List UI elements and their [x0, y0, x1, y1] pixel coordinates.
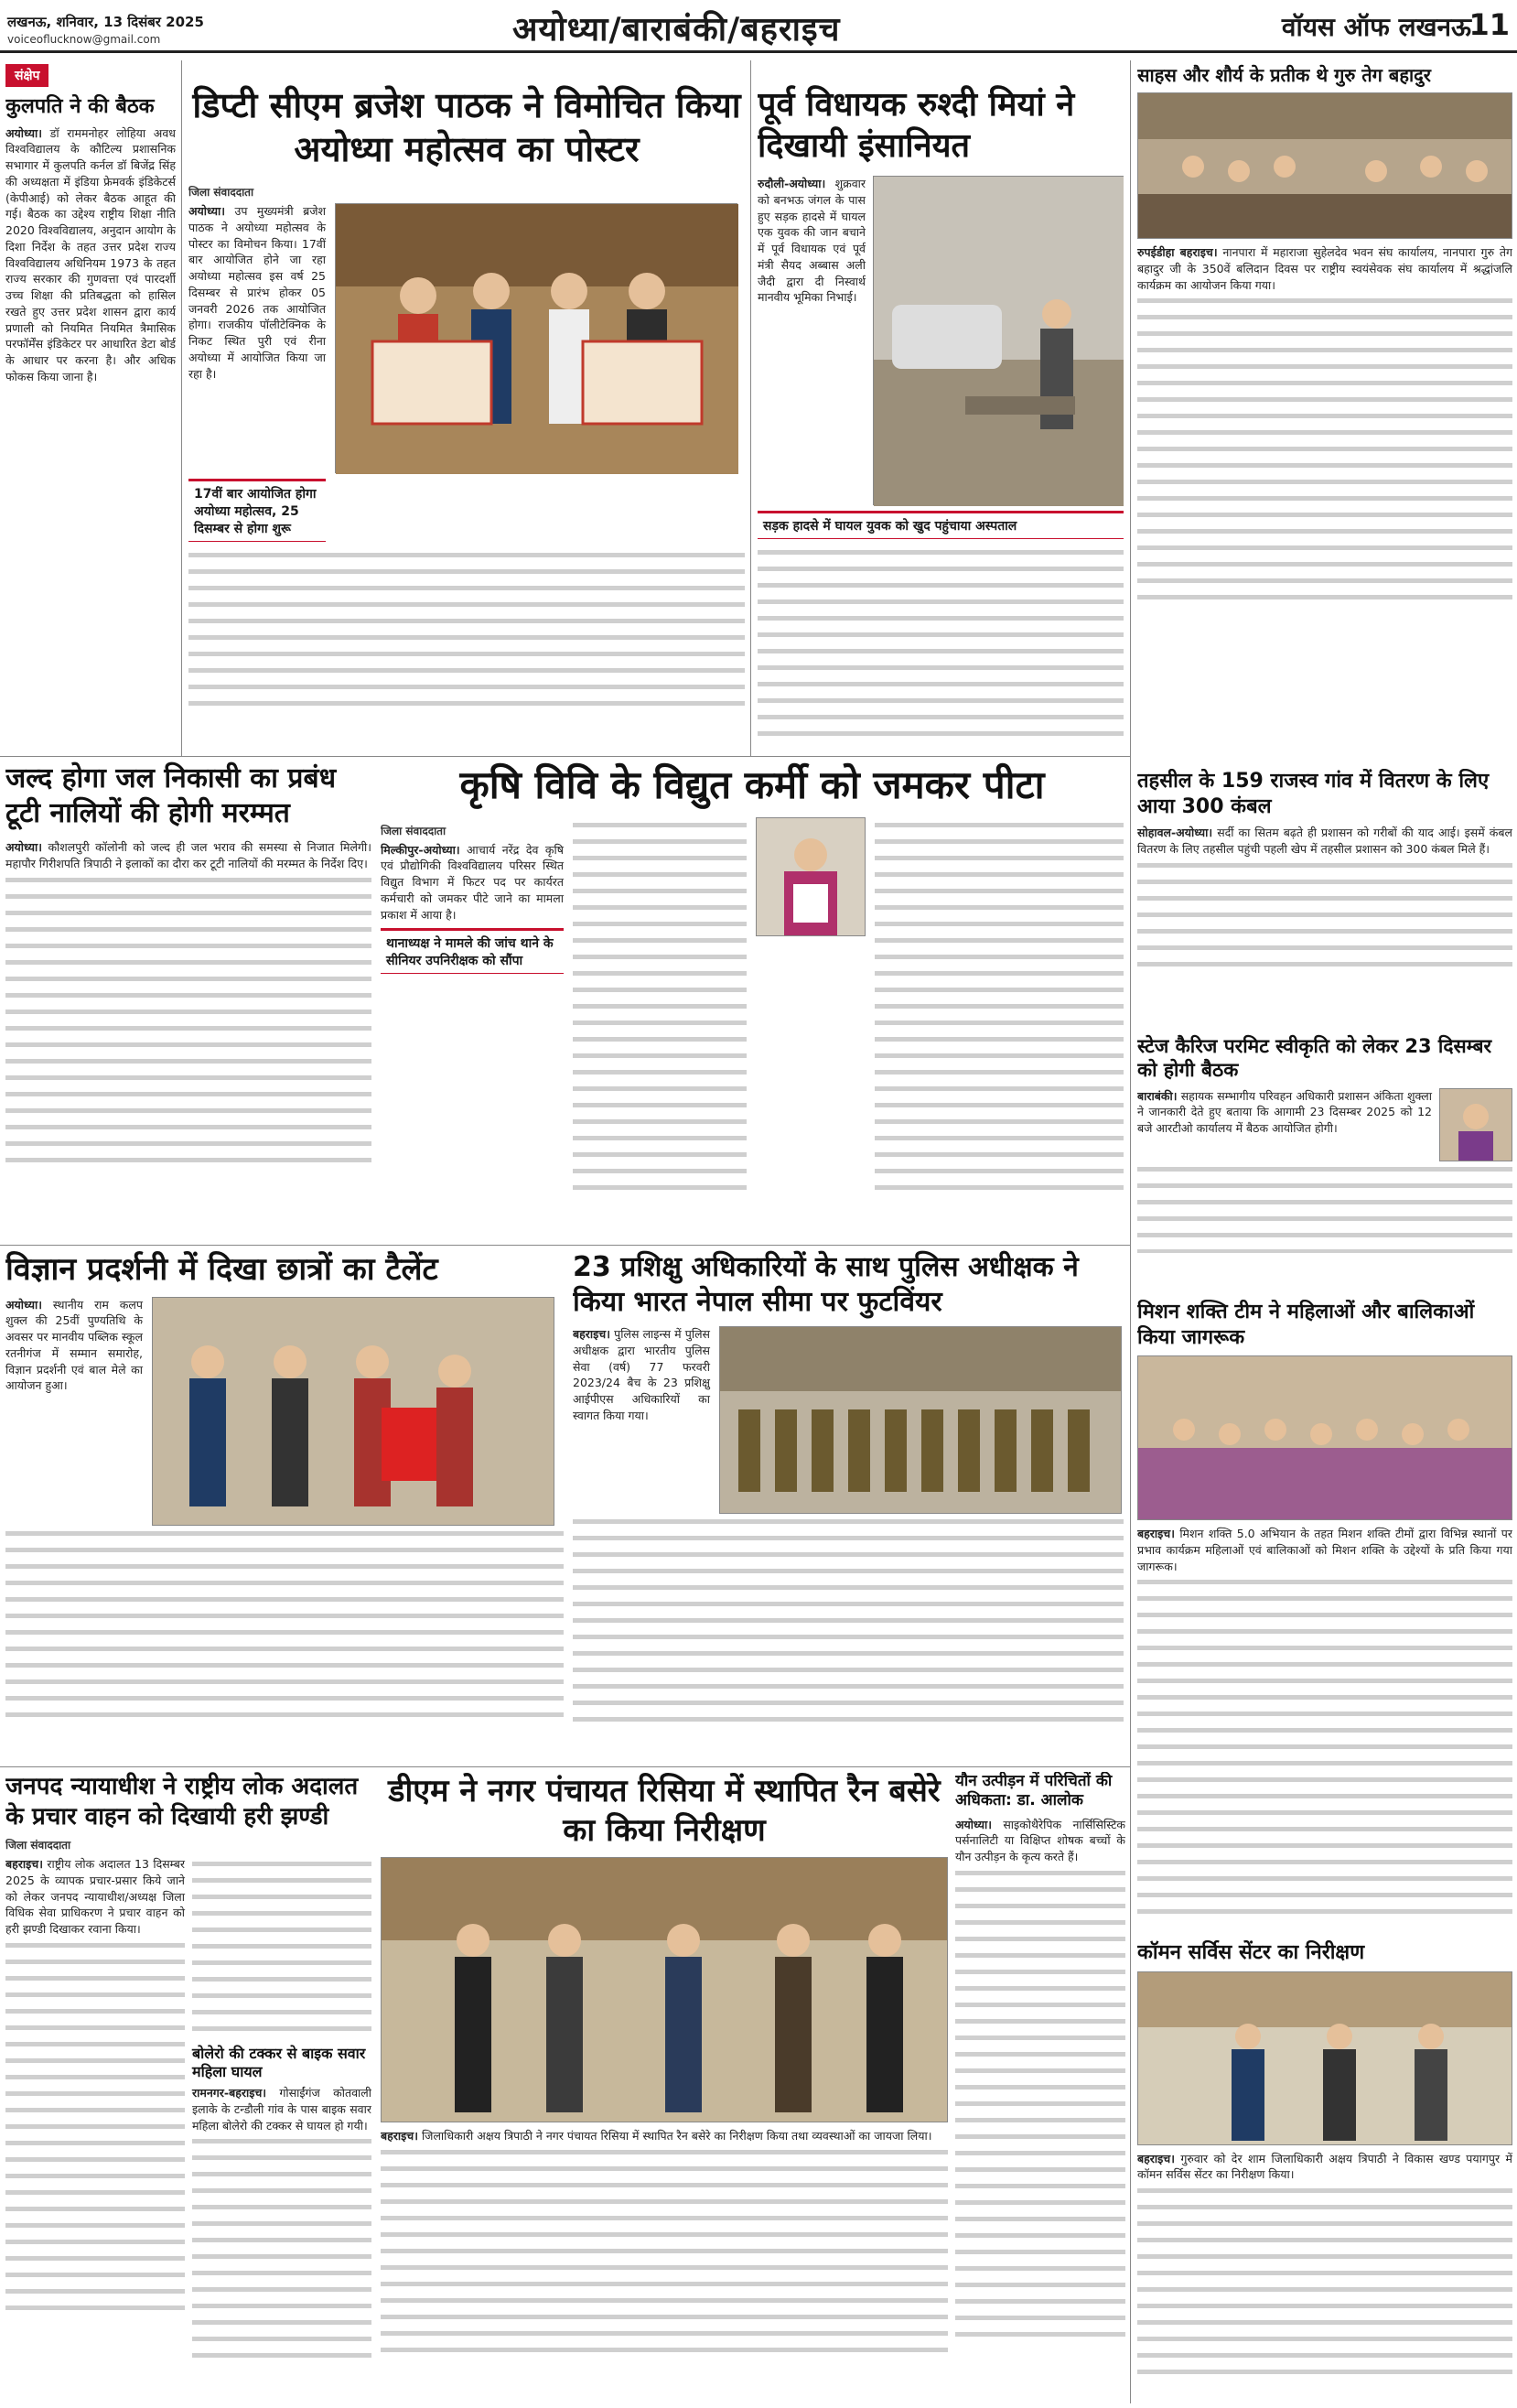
story-body-continued [955, 1865, 1125, 2341]
mission-photo [1137, 1355, 1512, 1520]
story-body: अयोध्या। स्थानीय राम कलप शुक्ल की 25वीं पुण्यतिथि के अवसर पर मानवीय पब्लिक स्कूल रतनीगंज में सम्मान समारोह, विज्ञान प्रदर्शनी एवं बाल मेले का आयोजन हुआ। [5, 1297, 143, 1393]
story-body: रुपईडीहा बहराइच। नानपारा में महाराजा सुहेलदेव भवन संघ कार्यालय, नानपारा गुरु तेग बहादुर जी के 350वें बलिदान दिवस पर राष्ट्रीय स्वयंसेवक संघ कार्यालय में श्रद्धांजलि कार्यक्रम का आयोजन किया गया। [1137, 245, 1512, 292]
story-headline: जनपद न्यायाधीश ने राष्ट्रीय लोक अदालत के प्रचार वाहन को दिखायी हरी झण्डी [5, 1773, 359, 1830]
story-callout: सड़क हादसे में घायल युवक को खुद पहुंचाया अस्पताल [758, 511, 1124, 539]
section-rule [0, 1245, 1130, 1246]
story-headline: यौन उत्पीड़न में परिचितों की अधिकता: डा. आलोक [955, 1772, 1113, 1810]
column-rule [181, 60, 182, 756]
story-body-continued [573, 1514, 1124, 1733]
parade-photo [720, 1327, 1121, 1513]
story-guru-teg-bahadur [1137, 64, 1512, 760]
story-headline: डिप्टी सीएम ब्रजेश पाठक ने विमोचित किया अयोध्या महोत्सव का पोस्टर [192, 85, 741, 169]
story-headline: डीएम ने नगर पंचायत रिसिया में स्थापित रैन बसेरे का किया निरीक्षण [388, 1773, 941, 1849]
story-body-continued [1137, 1574, 1512, 1922]
story-body-continued [875, 817, 1124, 1202]
section-rule [0, 756, 1130, 757]
police-photo [719, 1326, 1122, 1514]
contact-email: voiceoflucknow@gmail.com [7, 33, 161, 46]
story-mission-shakti [1137, 1300, 1512, 1931]
story-body-continued [5, 872, 371, 1174]
column-rule [1130, 60, 1131, 2403]
story-police [573, 1250, 1124, 1763]
story-rain-basera [381, 1772, 948, 2403]
story-common-service [1137, 1940, 1512, 2403]
story-yaun [955, 1772, 1125, 2403]
story-body-continued [573, 817, 747, 1202]
vigyan-photo [152, 1297, 554, 1526]
exhibition-photo [153, 1298, 554, 1525]
byline: जिला संवाददाता [188, 186, 254, 199]
story-callout: 17वीं बार आयोजित होगा अयोध्या महोत्सव, 25 दिसम्बर से होगा शुरू [188, 479, 326, 542]
story-body-continued [5, 1938, 185, 2322]
story-body-continued [758, 545, 1124, 737]
inspection-photo [1138, 1972, 1512, 2144]
story-rushdi [758, 84, 1124, 752]
story-body: मिल्कीपुर-अयोध्या। आचार्य नरेंद्र देव कृषि एवं प्रौद्योगिकी विश्वविद्यालय परिसर स्थित विद्युत विभाग में फिटर पद पर कार्यरत कर्मचारी को जमकर पीटे जाने का मामला प्रकाश में आया है। [381, 842, 564, 922]
story-body-continued [5, 1526, 564, 1718]
story-body-continued [381, 2144, 948, 2355]
story-jal-nikasi [5, 761, 371, 1237]
story-body: सोहावल-अयोध्या। सर्दी का सितम बढ़ते ही प्रशासन को गरीबों की याद आई। इसमें कंबल वितरण के लिए तहसील पहुंची पहली खेप में तहसील प्रशासन को 300 कंबल मिले हैं। [1137, 826, 1512, 856]
poster-release-photo [336, 204, 738, 474]
story-headline: जल्द होगा जल निकासी का प्रबंध टूटी नालियों की होगी मरम्मत [5, 762, 337, 829]
brief-headline: कुलपति ने की बैठक [5, 95, 155, 118]
section-title: अयोध्या/बाराबंकी/बहराइच [512, 11, 841, 49]
sub-story-headline: बोलेरो की टक्कर से बाइक सवार महिला घायल [192, 2045, 366, 2080]
story-body: बहराइच। राष्ट्रीय लोक अदालत 13 दिसम्बर 2025 के व्यापक प्रचार-प्रसार किये जाने को लेकर जनपद न्यायाधीश/अध्यक्ष जिला विधिक सेवा प्राधिकरण ने प्रचार वाहन को हरी झण्डी दिखाकर रवाना किया। [5, 1857, 185, 1936]
roadside-photo [874, 177, 1124, 506]
story-body-continued [188, 547, 745, 712]
story-body: अयोध्या। कौशलपुरी कॉलोनी को जल्द ही जल भराव की समस्या से निजात मिलेगी। महापौर गिरीशपति त्रिपाठी ने इलाकों का दौरा कर टूटी नालियों की मरम्मत के निर्देश दिए। [5, 840, 371, 870]
sub-story-continued [192, 2133, 371, 2362]
story-body-continued [1137, 1161, 1512, 1253]
byline: जिला संवाददाता [381, 824, 446, 837]
story-body: बहराइच। मिशन शक्ति 5.0 अभियान के तहत मिशन शक्ति टीमों द्वारा विभिन्न स्थानों पर प्रभाव कार्यक्रम महिलाओं एवं बालिकाओं को मिशन शक्ति के उद्देश्यों के प्रति किया गया जागरूक। [1137, 1527, 1512, 1573]
story-headline: कॉमन सर्विस सेंटर का निरीक्षण [1137, 1941, 1365, 1964]
officer-portrait [1440, 1089, 1512, 1161]
complainant-photo [757, 818, 865, 935]
story-vigyan [5, 1250, 564, 1763]
story-body-continued [192, 1856, 371, 2039]
brief-body: अयोध्या। डॉ राममनोहर लोहिया अवध विश्वविद्यालय के कौटिल्य प्रशासनिक सभागार में कुलपति कर्नल डॉ बिजेंद्र सिंह की अध्यक्षता में इंडिया फ्रेमवर्क इंडिकेटर्स (केपीआई) को लेकर बैठक आहूत की गई। बैठक का उद्देश्य राष्ट्रीय शिक्षा नीति 2020 विश्वविद्यालय, अनुदान आयोग के दिशा निर्देश के तहत उत्तर प्रदेश राज्य विश्वविद्यालय अधिनियम 1973 के तहत राज्य सरकार की गुणवत्ता एवं पारदर्शी उच्च शिक्षा की प्रतिबद्धता को हासिल रखते हुए उत्तर प्रदेश शासन द्वारा कार्य प्रणाली को नियमित नियमित त्रैमासिक परफॉर्मेंस इंडिकेटर पर आधारित डेटा बोर्ड के आधार पर करना है। और अधिक फोकस किया जाना है। [5, 125, 176, 383]
rain-basera-photo [381, 1857, 948, 2122]
victim-photo [756, 817, 866, 936]
gathering-photo [1138, 93, 1512, 238]
story-body: बहराइच। पुलिस लाइन्स में पुलिस अधीक्षक द्वारा भारतीय पुलिस सेवा (वर्ष) 77 फरवरी 2023/24 बैच के 23 प्रशिक्षु आईपीएस अधिकारियों का स्वागत किया गया। [573, 1327, 710, 1422]
story-headline: कृषि विवि के विद्युत कर्मी को जमकर पीटा [459, 762, 1045, 807]
story-body-continued [1137, 293, 1512, 604]
officer-photo [1439, 1088, 1512, 1161]
guru-photo [1137, 92, 1512, 239]
pathak-photo [335, 203, 737, 473]
brand-logo: वॉयस ऑफ लखनऊ [1281, 12, 1471, 42]
story-body-continued [1137, 858, 1512, 967]
masthead [0, 0, 1517, 53]
story-callout: थानाध्यक्ष ने मामले की जांच थाने के सीनियर उपनिरीक्षक को सौंपा [381, 928, 564, 974]
story-krishi-vivi [381, 761, 1124, 1237]
sub-story-body: रामनगर-बहराइच। गोसाईंगंज कोतवाली इलाके के टन्डौली गांव के पास बाइक सवार महिला बोलेरो की टक्कर से घायल हो गयी। [192, 2086, 371, 2133]
column-rule [750, 60, 751, 756]
story-nyay [5, 1772, 371, 2403]
story-headline: साहस और शौर्य के प्रतीक थे गुरु तेग बहादुर [1137, 64, 1431, 86]
byline: जिला संवाददाता [5, 1839, 71, 1852]
story-body: अयोध्या। साइकोथैरेपिक नार्सिसिस्टिक पर्सनालिटी या विक्षिप्त शोषक बच्चों के यौन उत्पीड़न के कृत्य करते हैं। [955, 1817, 1125, 1863]
rushdi-photo [873, 176, 1124, 505]
story-headline: 23 प्रशिक्षु अधिकारियों के साथ पुलिस अधीक्षक ने किया भारत नेपाल सीमा पर फुटविंयर [573, 1251, 1079, 1318]
story-stage-carriage [1137, 1034, 1512, 1290]
story-body: बहराइच। गुरुवार को देर शाम जिलाधिकारी अक्षय त्रिपाठी ने विकास खण्ड पयागपुर में कॉमन सर्विस सेंटर का निरीक्षण किया। [1137, 2151, 1512, 2182]
story-headline: मिशन शक्ति टीम ने महिलाओं और बालिकाओं किया जागरूक [1137, 1301, 1475, 1349]
story-body-continued [1137, 2183, 1512, 2375]
story-body: रुदौली-अयोध्या। शुक्रवार को बनभऊ जंगल के पास हुए सड़क हादसे में घायल एक युवक की जान बचाने में पूर्व विधायक एवं पूर्व मंत्री सैयद अब्बास अली जैदी द्वारा दी निस्वार्थ मानवीय भूमिका निभाई। [758, 177, 866, 305]
story-headline: स्टेज कैरिज परमिट स्वीकृति को लेकर 23 दिसम्बर को होगी बैठक [1137, 1035, 1492, 1082]
story-body: बहराइच। जिलाधिकारी अक्षय त्रिपाठी ने नगर पंचायत रिसिया में स्थापित रैन बसेरे का निरीक्षण किया तथा व्यवस्थाओं का जायजा लिया। [381, 2129, 932, 2143]
story-body: अयोध्या। उप मुख्यमंत्री ब्रजेश पाठक ने अयोध्या महोत्सव के पोस्टर का विमोचन किया। 17वीं बार आयोजित होने जा रहा अयोध्या महोत्सव इस वर्ष 25 दिसम्बर से प्रारंभ होकर 05 जनवरी 2026 तक आयोजित होगा। राजकीय पॉलीटेक्निक के निकट स्थित पुरी एवं रीना अयोध्या में आयोजित किया जा रहा है। [188, 204, 326, 381]
brief-kulpati [5, 64, 176, 750]
section-tag: संक्षेप [5, 64, 48, 87]
csc-photo [1137, 1971, 1512, 2145]
section-rule [0, 1766, 1130, 1767]
story-pathak [188, 84, 745, 752]
night-shelter-photo [382, 1858, 947, 2122]
story-body: बाराबंकी। सहायक सम्भागीय परिवहन अधिकारी प्रशासन अंकिता शुक्ला ने जानकारी देते हुए बताया कि आगामी 23 दिसम्बर 2025 को 12 बजे आरटीओ कार्यालय में बैठक आयोजित होगी। [1137, 1088, 1432, 1135]
page-number: 11 [1469, 7, 1510, 42]
women-gathering-photo [1138, 1356, 1512, 1519]
story-kambal [1137, 769, 1512, 1007]
story-headline: पूर्व विधायक रुश्दी मियां ने दिखायी इंसानियत [758, 86, 1075, 165]
story-headline: विज्ञान प्रदर्शनी में दिखा छात्रों का टैलेंट [5, 1251, 438, 1288]
story-headline: तहसील के 159 राजस्व गांव में वितरण के लिए आया 300 कंबल [1137, 770, 1490, 818]
edition-date: लखनऊ, शनिवार, 13 दिसंबर 2025 [7, 14, 204, 30]
